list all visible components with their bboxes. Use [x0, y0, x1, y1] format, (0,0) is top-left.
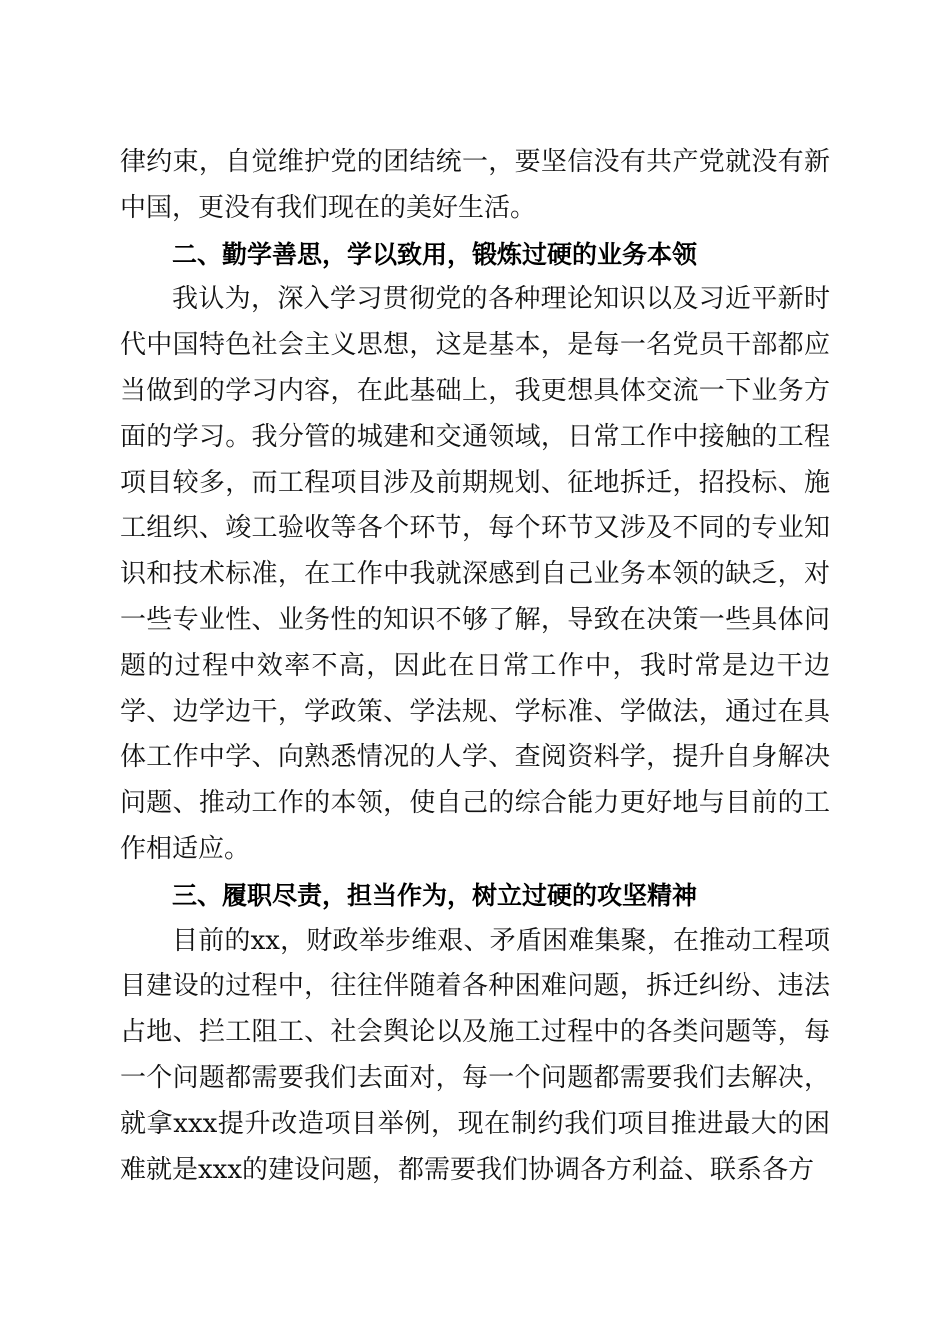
section-2-paragraph: 我认为，深入学习贯彻党的各种理论知识以及习近平新时代中国特色社会主义思想，这是基本，是每一名党员干部都应当做到的学习内容，在此基础上，我更想具体交流一下业务方面的学习。我分管的城建和交通领域，日常工作中接触的工程项目较多，而工程项目涉及前期规划、征地拆迁，招投标、施工组织、竣工验收等各个环节，每个环节又涉及不同的专业知识和技术标准，在工作中我就深感到自己业务本领的缺乏，对一些专业性、业务性的知识不够了解，导致在决策一些具体问题的过程中效率不高，因此在日常工作中，我时常是边干边学、边学边干，学政策、学法规、学标准、学做法，通过在具体工作中学、向熟悉情况的人学、查阅资料学，提升自身解决问题、推动工作的本领，使自己的综合能力更好地与目前的工作相适应。	[120, 284, 830, 864]
section-heading-3: 三、履职尽责，担当作为，树立过硬的攻坚精神	[172, 880, 698, 910]
document-body	[120, 140, 830, 1193]
section-heading-2: 二、勤学善思，学以致用，锻炼过硬的业务本领	[172, 239, 698, 269]
paragraph-continuation: 律约束，自觉维护党的团结统一，要坚信没有共产党就没有新中国，更没有我们现在的美好生活。	[120, 147, 830, 223]
section-3-paragraph: 目前的xx，财政举步维艰、矛盾困难集聚，在推动工程项目建设的过程中，往往伴随着各种困难问题，拆迁纠纷、违法占地、拦工阻工、社会舆论以及施工过程中的各类问题等，每一个问题都需要我们去面对，每一个问题都需要我们去解决，就拿xxx提升改造项目举例，现在制约我们项目推进最大的困难就是xxx的建设问题，都需要我们协调各方利益、联系各方	[120, 925, 830, 1185]
